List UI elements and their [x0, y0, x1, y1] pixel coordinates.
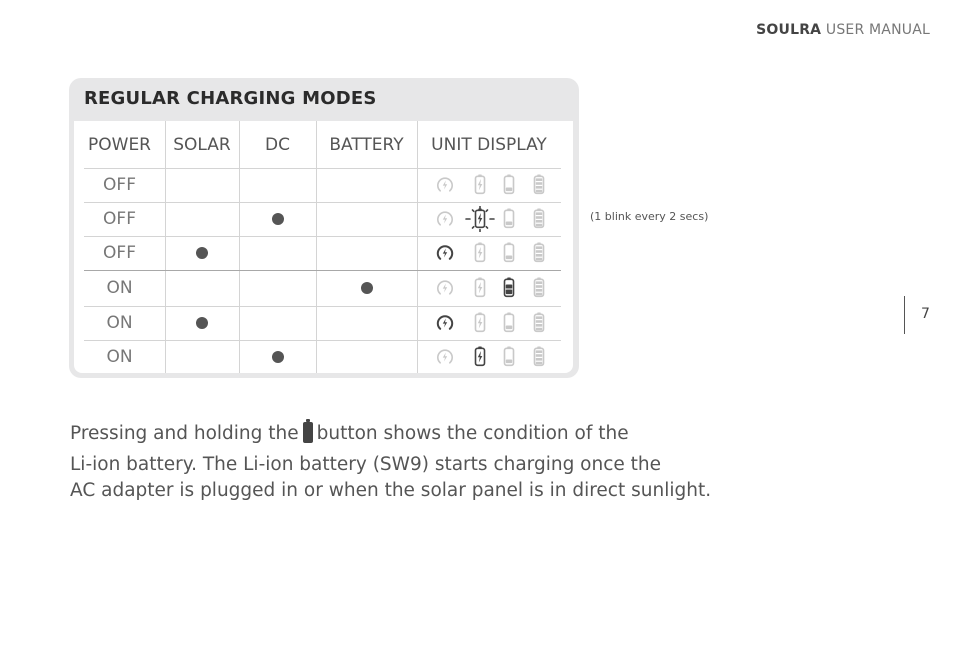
charging-battery-icon — [465, 240, 495, 266]
column-header-unit-display: UNIT DISPLAY — [431, 134, 547, 155]
unit-display-icons — [433, 344, 553, 370]
row-power-state: OFF — [103, 175, 136, 195]
charging-battery-icon — [465, 275, 495, 301]
charging-modes-panel — [69, 78, 579, 378]
row-dc-cell — [239, 270, 316, 306]
row-battery-cell — [316, 202, 417, 236]
paragraph-line-1-start: Pressing and holding the — [70, 423, 299, 444]
battery-full-icon — [525, 344, 553, 370]
brand-name: SOULRA — [756, 22, 822, 38]
row-battery-cell — [316, 306, 417, 340]
solar-charge-icon — [435, 313, 455, 333]
solar-charge-icon — [435, 209, 455, 229]
row-power-state: OFF — [103, 209, 136, 229]
row-dc-cell — [239, 202, 316, 236]
row-solar-cell — [165, 306, 239, 340]
manual-title: USER MANUAL — [825, 22, 930, 38]
battery-level-icon — [495, 275, 523, 301]
row-solar-cell — [165, 340, 239, 373]
paragraph-line-3: AC adapter is plugged in or when the solar panel is in direct sunlight. — [70, 480, 712, 501]
row-solar-cell — [165, 270, 239, 306]
battery-full-icon — [525, 240, 553, 266]
charging-battery-icon — [465, 344, 495, 370]
battery-level-icon — [495, 240, 523, 266]
row-solar-cell — [165, 236, 239, 270]
instruction-paragraph — [70, 419, 712, 505]
column-header-solar: SOLAR — [173, 134, 231, 155]
solar-indicator-dot — [196, 317, 208, 329]
dc-indicator-dot — [272, 351, 284, 363]
column-header-power: POWER — [88, 134, 151, 155]
row-battery-cell — [316, 236, 417, 270]
charging-battery-icon — [465, 310, 495, 336]
battery-indicator-dot — [361, 282, 373, 294]
panel-title: REGULAR CHARGING MODES — [84, 88, 377, 109]
unit-display-icons — [433, 240, 553, 266]
row-power-state: OFF — [103, 243, 136, 263]
battery-level-icon — [495, 344, 523, 370]
battery-full-icon — [525, 275, 553, 301]
battery-full-icon — [525, 172, 553, 198]
row-dc-cell — [239, 236, 316, 270]
solar-indicator-dot — [196, 247, 208, 259]
row-power-state: ON — [106, 346, 133, 367]
page-number: 7 — [921, 306, 930, 322]
solar-charge-icon — [435, 243, 455, 263]
row-dc-cell — [239, 306, 316, 340]
charging-battery-icon — [465, 172, 495, 198]
column-header-dc: DC — [265, 134, 290, 155]
battery-button-icon — [302, 419, 314, 452]
battery-level-icon — [495, 172, 523, 198]
row-battery-cell — [316, 168, 417, 202]
row-solar-cell — [165, 168, 239, 202]
charging-battery-icon — [465, 206, 495, 232]
blink-note: (1 blink every 2 secs) — [590, 210, 709, 223]
unit-display-icons — [433, 206, 553, 232]
row-power-state: ON — [106, 278, 133, 298]
unit-display-icons — [433, 310, 553, 336]
row-dc-cell — [239, 340, 316, 373]
paragraph-line-2: Li-ion battery. The Li-ion battery (SW9) starts charging once the — [70, 453, 662, 475]
battery-level-icon — [495, 310, 523, 336]
row-battery-cell — [316, 340, 417, 373]
battery-level-icon — [495, 206, 523, 232]
page-number-rule — [904, 296, 905, 334]
paragraph-line-1 — [70, 419, 690, 452]
page-header — [756, 22, 930, 38]
row-solar-cell — [165, 202, 239, 236]
paragraph-line-1-end: button shows the condition of the — [316, 423, 629, 444]
solar-charge-icon — [435, 278, 455, 298]
row-battery-cell — [316, 270, 417, 306]
battery-full-icon — [525, 206, 553, 232]
dc-indicator-dot — [272, 213, 284, 225]
battery-full-icon — [525, 310, 553, 336]
row-dc-cell — [239, 168, 316, 202]
row-power-state: ON — [106, 313, 133, 333]
solar-charge-icon — [435, 175, 455, 195]
unit-display-icons — [433, 275, 553, 301]
charging-modes-table — [74, 121, 573, 373]
column-header-battery: BATTERY — [329, 134, 404, 155]
unit-display-icons — [433, 172, 553, 198]
solar-charge-icon — [435, 347, 455, 367]
